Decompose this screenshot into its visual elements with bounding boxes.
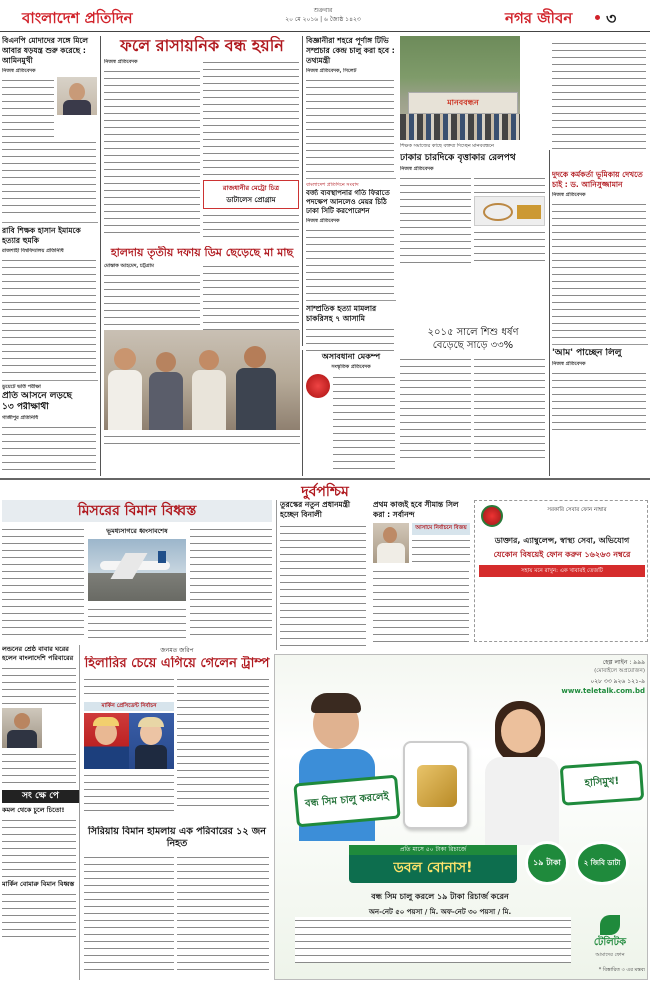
rail-body-right	[474, 175, 545, 193]
egypt-headline: মিসরের বিমান বিধ্বস্ত	[77, 503, 197, 519]
rail-graphic	[474, 196, 545, 226]
col5-story1-body	[552, 201, 646, 341]
rail-credit: নিজস্ব প্রতিবেদক	[400, 166, 434, 172]
teletalk-brand-sub: আমাদের ফোন	[595, 952, 625, 958]
section-divider	[0, 478, 650, 498]
col5-story2-body	[552, 370, 646, 430]
awareness-logo	[306, 374, 330, 398]
col5-story2-headline: 'আম' পাচ্ছেন লিলু	[552, 348, 622, 358]
awareness-headline: অসাবধানা মেকম্প	[321, 352, 381, 361]
teletalk-ad[interactable]	[274, 654, 648, 980]
assam-body	[373, 568, 469, 648]
hillary-portrait	[129, 713, 174, 769]
helpline-ad-body: ডাক্তার, এ্যাম্বুলেন্স, স্বাস্থ্য সেবা, অভিযোগ	[494, 536, 630, 545]
egypt-story	[2, 500, 272, 640]
trump-body-left2	[84, 772, 174, 812]
col1-story1-body	[2, 77, 54, 137]
col1-story3-credit: গাজীপুর প্রতিনিধি	[2, 415, 39, 421]
london-body	[2, 665, 76, 705]
inset-box-title: রাজধানীর মেট্রো চিত্র	[222, 184, 280, 192]
masthead-date: ২০ মে ২০১৬ | ৬ জ্যৈষ্ঠ ১৪২৩	[285, 16, 361, 23]
turkey-story	[276, 500, 366, 650]
teletalk-helpline2: (মোবাইলে অপ্রয়োজন)	[594, 668, 645, 674]
stats-story	[400, 326, 546, 476]
bubble-right	[560, 760, 645, 806]
fish-photo-caption	[104, 433, 300, 447]
minister-portrait	[57, 77, 97, 115]
brief2-body	[2, 891, 76, 943]
stats-body-left	[400, 356, 471, 464]
syria-headline: সিরিয়ায় বিমান হামলায় এক পরিবারের ১২ জন নিহত	[88, 826, 266, 849]
stats-subheadline: বেড়েছে সাড়ে ৩৩%	[432, 340, 514, 351]
trump-portrait	[84, 713, 129, 769]
helpline-ad-footer: সহায় মনে রাখুন: এক খাবারই তেজটি	[479, 565, 645, 577]
sim-chip	[417, 765, 457, 807]
egypt-body-right	[190, 526, 272, 638]
col1-story3-headline2: ১৩ পরীক্ষার্থী	[2, 402, 49, 412]
inset-box	[203, 180, 299, 209]
brief-header: সং ক্ষে পে	[2, 790, 79, 803]
bottom-left-col	[2, 645, 80, 980]
col5-story2-credit: নিজস্ব প্রতিবেদক	[552, 361, 586, 367]
bonus-banner	[349, 845, 517, 883]
egypt-body-left	[2, 526, 84, 638]
photo-caption: শিক্ষক সমাজের কাছে বক্তব্য দিচ্ছেন মানববন্ধনে	[400, 143, 495, 149]
lead-headline: ফলে রাসায়নিক বন্ধ হয়নি	[120, 36, 284, 55]
col5-top-body	[552, 40, 646, 150]
col3-story2-headline: বর্জ্য ব্যবস্থাপনার গতি ফিরাতে পদক্ষেপ আনলেও মেয়র চিঠি ঢাকা সিটি করপোরেশন	[306, 189, 390, 215]
assam-body-small	[412, 537, 470, 565]
poll-kicker: জনমত জরিপ	[160, 647, 194, 654]
assam-story	[370, 500, 470, 650]
section-dot	[595, 15, 600, 20]
lead-body-left	[104, 68, 200, 233]
bottom-section-title: দুর্বপশ্চিম	[301, 484, 349, 500]
col3-story3-body	[306, 326, 394, 354]
brief1-headline: কমল থেকে চুলে চিতো!	[2, 806, 65, 814]
rail-body-right2	[474, 229, 545, 267]
helpline-ad[interactable]	[474, 500, 648, 642]
col1-story3-body	[2, 424, 96, 474]
col3-story2-kicker: বাংলাদেশ প্রতিদিনে সংবাদ	[306, 182, 359, 188]
candidates-photo	[84, 713, 174, 769]
assam-inset: আসামে নির্বাচনে বিজয়	[412, 523, 470, 535]
bonus-big: ডবল বোনাস!	[393, 860, 473, 876]
masthead-date-label: শুক্রবার	[313, 7, 333, 14]
bubble-right-text: হাসিমুখ!	[584, 775, 620, 789]
col3-story3-headline: সাম্প্রতিক হত্যা মামলার চাকরিসহ ৭ আসামি	[306, 304, 377, 323]
stats-headline: ২০১৫ সালে শিশু ধর্ষণ	[427, 327, 519, 338]
col5-story1-headline: দুদকে কর্মকর্তা ভূমিকায় দেখতে চাই : ড. আনিসুজ্জামান	[552, 170, 643, 189]
teletalk-phone: ০২৮ ৩৩ ৯২৬ ১২১-৯	[590, 678, 645, 685]
col3	[306, 36, 396, 346]
trump-body-right	[177, 676, 269, 808]
col5	[552, 36, 648, 476]
fish-credit: মোস্তাক আহমেদ, চট্টগ্রাম	[104, 263, 154, 269]
lead-story	[104, 36, 300, 236]
trump-label: মার্কিন প্রেসিডেন্ট নির্বাচন	[84, 702, 174, 711]
stats-body-right	[474, 356, 545, 464]
terms-text	[295, 917, 571, 963]
section-title: নগর জীবন	[505, 9, 573, 27]
turkey-headline: তুরস্কের নতুন প্রধানমন্ত্রী হচ্ছেন বিনালী	[280, 500, 351, 519]
col1-story1-headline: বিএনপি মোদাদের সঙ্গে মিলে আবার ষড়যন্ত্র শুরু করেছে : আমিনমুখী	[2, 36, 89, 65]
helpline-ad-body2: যেকোন বিষয়েই ফোন করুন ১৬২৬৩ নম্বরে	[493, 550, 631, 559]
teletalk-helpline: হেল্প লাইন : ৯৯৯	[602, 659, 645, 666]
col5-story1-credit: নিজস্ব প্রতিবেদক	[552, 192, 586, 198]
lead-body-right	[203, 59, 299, 177]
teletalk-logo-mark	[600, 915, 620, 935]
masthead	[0, 0, 650, 32]
girl-figure	[473, 695, 573, 845]
col3-story1-credit: নিজস্ব প্রতিবেদক, সিলেট	[306, 68, 357, 74]
teletalk-footnote: * বিস্তারিত ৩ এর মন্তব্য	[598, 967, 645, 973]
page-number: ৩	[606, 9, 617, 28]
col1-story1-body2	[2, 139, 96, 219]
syria-body-left	[84, 854, 174, 974]
col1-story2-headline: রাবি শিক্ষক হাসান ইমামকে হত্যার হুমকি	[2, 226, 81, 245]
lead-body-right2	[203, 212, 299, 240]
banner-text: মানববন্ধন	[447, 98, 479, 107]
col3-story1-body	[306, 77, 394, 175]
helpline-ad-title: সরকারি সেবার ফোন নাম্বার	[547, 507, 607, 513]
teletalk-website[interactable]: www.teletalk.com.bd	[561, 687, 645, 695]
awareness-body	[333, 374, 395, 469]
egypt-headline-bar	[2, 500, 272, 522]
bonus-small: প্রতি মাসে ৫০ টাকা রিচার্জে	[349, 845, 517, 855]
trump-body-left	[84, 676, 174, 700]
london-portrait	[2, 708, 42, 748]
rate-line: অন-নেট ৫০ পয়সা / মি. অফ-নেট ৩০ পয়সা / মি.	[368, 908, 512, 916]
banner	[408, 92, 518, 114]
trump-headline: হিলারির চেয়ে এগিয়ে গেলেন ট্রাম্প	[84, 656, 270, 671]
awareness-credit: সংস্কৃতিক প্রতিবেদক	[331, 364, 371, 370]
egypt-photo-caption: ভূমধ্যসাগরে ধ্বংসাবশেষ	[106, 527, 168, 535]
awareness-story	[306, 352, 396, 476]
col1-story2-credit: রাজশাহী বিশ্ববিদ্যালয় প্রতিনিধি	[2, 248, 64, 254]
price-badge: ১৯ টাকা	[525, 841, 569, 885]
col1-story3-kicker: ডুয়েটে ভর্তি পরীক্ষা	[2, 384, 41, 390]
helpline-emblem	[481, 505, 503, 527]
turkey-body	[280, 523, 366, 651]
airplane-photo	[88, 539, 186, 601]
egypt-body-mid	[88, 606, 186, 638]
london-headline: লন্ডনের শ্রেষ্ঠ বাবার ঘরের হলেন বাংলাদেশি পরিবারের	[2, 645, 74, 662]
promo-text	[315, 891, 565, 918]
fish-event-photo	[104, 330, 300, 430]
col1	[2, 36, 98, 476]
trump-story	[84, 645, 270, 820]
masthead-logo[interactable]: বাংলাদেশ প্রতিদিন	[22, 9, 133, 27]
rail-body-left	[400, 175, 471, 265]
london-body2	[2, 751, 76, 787]
helpline-info	[515, 657, 645, 695]
assam-portrait	[373, 523, 409, 563]
egypt-photo	[88, 526, 186, 602]
col1-story1-credit: নিজস্ব প্রতিবেদক	[2, 68, 36, 74]
col3-story2-credit: নিজস্ব প্রতিবেদক	[306, 218, 340, 224]
brief1-body	[2, 817, 76, 877]
col1-story2-body	[2, 257, 96, 377]
sim-card	[403, 741, 469, 829]
syria-body-right	[177, 854, 269, 974]
brief2-headline: মার্কিন বোমারু বিমান বিধ্বস্ত	[2, 880, 75, 888]
bubble-left	[293, 775, 400, 828]
crowd	[400, 114, 520, 140]
human-chain-photo	[400, 36, 520, 140]
col3-story1-headline: বিজ্ঞানীরা শহরে পূর্ণাঙ্গ টিভি সম্প্রচার কেন্দ্র চালু করা হবে : তথ্যমন্ত্রী	[306, 36, 395, 65]
col3-story2-body	[306, 227, 394, 297]
lead-credit: নিজস্ব প্রতিবেদক	[104, 59, 138, 65]
data-badge: ২ জিবি ডাটা	[575, 841, 629, 885]
fish-headline: হালদায় তৃতীয় দফায় ডিম ছেড়েছে মা মাছ	[110, 246, 294, 259]
inset-box-sub: ডাটালেস প্রোগ্রাম	[226, 196, 276, 204]
teletalk-logo[interactable]	[575, 915, 645, 961]
rail-story	[400, 152, 546, 322]
col1-story3-headline: প্রতি আসনে লড়ছে	[2, 391, 72, 401]
syria-story	[84, 826, 270, 980]
rail-headline: ঢাকার চারদিকে বৃত্তাকার রেলপথ	[400, 153, 516, 163]
bubble-left-text: বন্ধ সিম চালু করলেই	[304, 791, 390, 810]
teletalk-brand: টেলিটক	[593, 937, 627, 948]
promo-line: বন্ধ সিম চালু করলে ১৯ টাকা রিচার্জ করেন	[371, 892, 509, 901]
assam-headline: প্রথম কাজই হবে সীমান্ত সিল করা : সর্বানন্দ	[373, 500, 459, 519]
